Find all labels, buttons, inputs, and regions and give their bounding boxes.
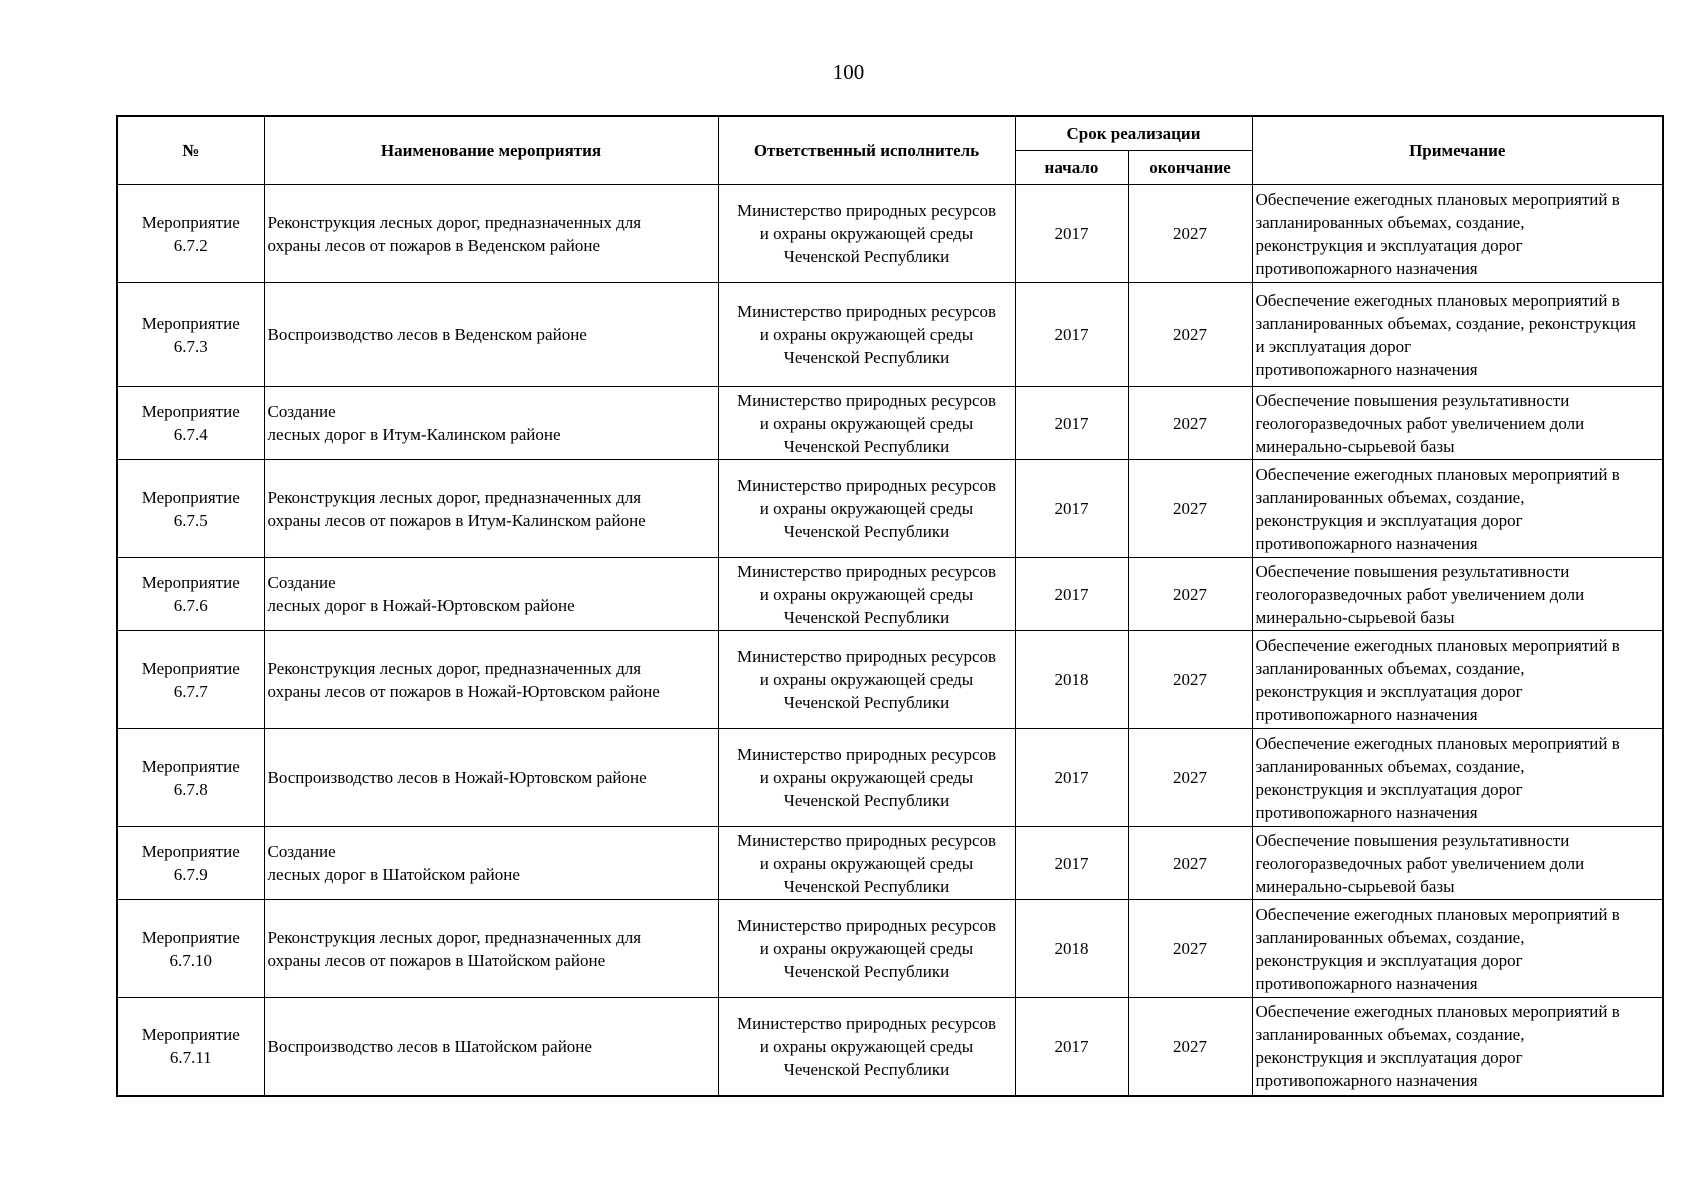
measure-name-line: охраны лесов от пожаров в Ножай-Юртовском районе (267, 681, 660, 701)
measure-note-line: реконструкция и эксплуатация дорог (1255, 681, 1523, 701)
measure-number-line: Мероприятие (141, 212, 240, 232)
responsible-executor-line: и охраны окружающей среды (759, 325, 974, 344)
responsible-executor (718, 729, 1015, 827)
measure-note-line: запланированных объемах, создание, (1255, 487, 1525, 507)
table-header (117, 116, 1663, 185)
measure-note-line: реконструкция и эксплуатация дорог (1255, 1048, 1523, 1068)
measure-note-line: и эксплуатация дорог (1255, 336, 1412, 356)
measure-number (117, 827, 264, 900)
measure-note (1252, 900, 1663, 998)
measure-number-line: 6.7.7 (173, 681, 208, 701)
measure-name (264, 729, 718, 827)
responsible-executor (718, 283, 1015, 387)
measure-number (117, 558, 264, 631)
measure-note-line: запланированных объемах, создание, (1255, 658, 1525, 678)
header-num: № (117, 116, 264, 185)
measure-note-line: Обеспечение повышения результативности (1255, 390, 1570, 410)
measure-note-line: Обеспечение ежегодных плановых мероприятий в (1255, 733, 1620, 753)
measure-number-line: 6.7.9 (173, 865, 208, 884)
responsible-executor-line: Чеченской Республики (783, 791, 950, 810)
header-end: окончание (1128, 151, 1252, 185)
header-row (117, 116, 1663, 151)
measure-name (264, 387, 718, 460)
responsible-executor-line: Чеченской Республики (783, 607, 950, 627)
measure-name (264, 631, 718, 729)
measure-number (117, 729, 264, 827)
responsible-executor-line: и охраны окружающей среды (759, 224, 974, 243)
measure-note (1252, 631, 1663, 729)
measure-name-line: Воспроизводство лесов в Ножай-Юртовском районе (267, 768, 647, 787)
measure-note (1252, 827, 1663, 900)
table-row (117, 185, 1663, 283)
measure-note-line: запланированных объемах, создание, (1255, 212, 1525, 232)
responsible-executor-line: Чеченской Республики (783, 348, 950, 367)
end-year: 2027 (1128, 460, 1252, 558)
measure-note-line: противопожарного назначения (1255, 973, 1478, 993)
end-year: 2027 (1128, 998, 1252, 1096)
start-year: 2017 (1015, 460, 1128, 558)
measure-note-line: запланированных объемах, создание, (1255, 1025, 1525, 1045)
responsible-executor-line: и охраны окружающей среды (759, 670, 974, 689)
measure-number (117, 631, 264, 729)
end-year: 2027 (1128, 729, 1252, 827)
measure-note-line: запланированных объемах, создание, (1255, 927, 1525, 947)
table-body (117, 185, 1663, 1096)
start-year: 2017 (1015, 827, 1128, 900)
start-year: 2017 (1015, 558, 1128, 631)
measure-number-line: 6.7.6 (173, 596, 208, 615)
table-row (117, 460, 1663, 558)
header-note: Примечание (1252, 116, 1663, 185)
responsible-executor (718, 387, 1015, 460)
responsible-executor-line: и охраны окружающей среды (759, 584, 974, 604)
responsible-executor (718, 460, 1015, 558)
responsible-executor (718, 631, 1015, 729)
measure-note-line: Обеспечение ежегодных плановых мероприятий в (1255, 1002, 1620, 1022)
start-year: 2018 (1015, 900, 1128, 998)
measure-number (117, 387, 264, 460)
measure-name-line: Воспроизводство лесов в Веденском районе (267, 325, 587, 344)
responsible-executor-line: и охраны окружающей среды (759, 939, 974, 958)
measure-note-line: Обеспечение ежегодных плановых мероприятий в (1255, 464, 1620, 484)
responsible-executor (718, 185, 1015, 283)
measure-note-line: Обеспечение ежегодных плановых мероприятий в (1255, 904, 1620, 924)
end-year: 2027 (1128, 631, 1252, 729)
measure-number-line: 6.7.8 (173, 779, 208, 799)
header-period: Срок реализации (1015, 116, 1252, 151)
measure-name-line: Реконструкция лесных дорог, предназначенных для (267, 212, 642, 232)
measure-number (117, 998, 264, 1096)
measure-number-line: Мероприятие (141, 842, 240, 861)
measure-note (1252, 460, 1663, 558)
table-row (117, 900, 1663, 998)
measure-note-line: реконструкция и эксплуатация дорог (1255, 950, 1523, 970)
measure-number-line: Мероприятие (141, 487, 240, 507)
measure-name-line: Реконструкция лесных дорог, предназначенных для (267, 487, 642, 507)
measure-note (1252, 998, 1663, 1096)
measure-note-line: геологоразведочных работ увеличением доли (1255, 853, 1585, 873)
measure-number-line: Мероприятие (141, 573, 240, 592)
header-start: начало (1015, 151, 1128, 185)
measure-note-line: Обеспечение ежегодных плановых мероприятий в (1255, 189, 1620, 209)
start-year: 2017 (1015, 998, 1128, 1096)
responsible-executor-line: Министерство природных ресурсов (736, 302, 997, 321)
measure-number (117, 283, 264, 387)
responsible-executor-line: и охраны окружающей среды (759, 853, 974, 873)
measure-number-line: Мероприятие (141, 313, 240, 333)
measure-note-line: Обеспечение ежегодных плановых мероприятий в (1255, 290, 1620, 310)
start-year: 2017 (1015, 387, 1128, 460)
measure-number-line: 6.7.4 (173, 425, 208, 444)
measure-note-line: геологоразведочных работ увеличением доли (1255, 584, 1585, 604)
measure-name-line: Создание (267, 573, 336, 592)
measure-name-line: Реконструкция лесных дорог, предназначенных для (267, 658, 642, 678)
measure-note-line: реконструкция и эксплуатация дорог (1255, 510, 1523, 530)
header-name: Наименование мероприятия (264, 116, 718, 185)
measure-number-line: Мероприятие (141, 1025, 240, 1045)
start-year: 2018 (1015, 631, 1128, 729)
end-year: 2027 (1128, 185, 1252, 283)
measure-note-line: Обеспечение повышения результативности (1255, 830, 1570, 850)
responsible-executor-line: Чеченской Республики (783, 693, 950, 712)
measure-name-line: охраны лесов от пожаров в Шатойском районе (267, 950, 606, 970)
responsible-executor-line: Чеченской Республики (783, 876, 950, 896)
measure-number (117, 900, 264, 998)
measure-number-line: 6.7.5 (173, 510, 208, 530)
measure-name-line: лесных дорог в Ножай-Юртовском районе (267, 596, 575, 615)
measure-note (1252, 558, 1663, 631)
start-year: 2017 (1015, 729, 1128, 827)
responsible-executor-line: Министерство природных ресурсов (736, 916, 997, 935)
measure-name (264, 998, 718, 1096)
measure-note-line: минерально-сырьевой базы (1255, 436, 1455, 456)
start-year: 2017 (1015, 283, 1128, 387)
responsible-executor-line: Чеченской Республики (783, 1059, 950, 1079)
measure-name (264, 185, 718, 283)
measure-number-line: 6.7.2 (173, 235, 208, 255)
measure-note (1252, 729, 1663, 827)
measure-name (264, 900, 718, 998)
table-row (117, 558, 1663, 631)
end-year: 2027 (1128, 827, 1252, 900)
measures-table (116, 115, 1664, 1097)
measure-name-line: лесных дорог в Шатойском районе (267, 865, 520, 884)
measure-number-line: Мероприятие (141, 402, 240, 421)
measure-number-line: Мероприятие (141, 756, 240, 776)
responsible-executor-line: Чеченской Республики (783, 962, 950, 981)
responsible-executor (718, 827, 1015, 900)
measure-name-line: Создание (267, 842, 336, 861)
end-year: 2027 (1128, 900, 1252, 998)
table-row (117, 827, 1663, 900)
measure-note-line: геологоразведочных работ увеличением доли (1255, 413, 1585, 433)
measure-note (1252, 387, 1663, 460)
measure-note-line: Обеспечение повышения результативности (1255, 561, 1570, 581)
measure-number-line: Мероприятие (141, 927, 240, 947)
measure-name-line: охраны лесов от пожаров в Итум-Калинском районе (267, 510, 646, 530)
start-year: 2017 (1015, 185, 1128, 283)
measure-name (264, 283, 718, 387)
measure-number-line: 6.7.10 (169, 950, 212, 970)
measure-number-line: Мероприятие (141, 658, 240, 678)
table-row (117, 283, 1663, 387)
measure-name-line: охраны лесов от пожаров в Веденском районе (267, 235, 601, 255)
responsible-executor-line: Министерство природных ресурсов (736, 745, 997, 764)
end-year: 2027 (1128, 387, 1252, 460)
responsible-executor (718, 558, 1015, 631)
measure-note-line: Обеспечение ежегодных плановых мероприятий в (1255, 635, 1620, 655)
measure-name-line: Реконструкция лесных дорог, предназначенных для (267, 927, 642, 947)
measure-note-line: запланированных объемах, создание, реконструкция (1255, 313, 1636, 333)
table-row (117, 631, 1663, 729)
measure-name (264, 827, 718, 900)
table-row (117, 729, 1663, 827)
responsible-executor (718, 900, 1015, 998)
measure-number-line: 6.7.11 (169, 1048, 212, 1068)
measure-note-line: противопожарного назначения (1255, 533, 1478, 553)
responsible-executor-line: Министерство природных ресурсов (736, 647, 997, 666)
measure-note-line: запланированных объемах, создание, (1255, 756, 1525, 776)
measure-note-line: противопожарного назначения (1255, 704, 1478, 724)
measure-note (1252, 283, 1663, 387)
measure-name-line: Воспроизводство лесов в Шатойском районе (267, 1036, 592, 1056)
table-row (117, 998, 1663, 1096)
measure-number-line: 6.7.3 (173, 336, 208, 356)
responsible-executor-line: Министерство природных ресурсов (736, 830, 997, 850)
measure-number (117, 460, 264, 558)
measure-note-line: противопожарного назначения (1255, 258, 1478, 278)
measure-name-line: лесных дорог в Итум-Калинском районе (267, 425, 561, 444)
measure-note-line: минерально-сырьевой базы (1255, 876, 1455, 896)
responsible-executor-line: Чеченской Республики (783, 522, 950, 541)
measure-name (264, 460, 718, 558)
page-number: 100 (832, 60, 865, 84)
responsible-executor-line: Министерство природных ресурсов (736, 390, 997, 410)
responsible-executor (718, 998, 1015, 1096)
measure-note-line: противопожарного назначения (1255, 359, 1478, 379)
header-executor: Ответственный исполнитель (718, 116, 1015, 185)
measure-note-line: реконструкция и эксплуатация дорог (1255, 235, 1523, 255)
responsible-executor-line: и охраны окружающей среды (759, 499, 974, 518)
measure-note (1252, 185, 1663, 283)
responsible-executor-line: Министерство природных ресурсов (736, 476, 997, 495)
measure-note-line: противопожарного назначения (1255, 1071, 1478, 1091)
responsible-executor-line: Чеченской Республики (783, 247, 950, 266)
measure-note-line: реконструкция и эксплуатация дорог (1255, 779, 1523, 799)
responsible-executor-line: Министерство природных ресурсов (736, 1013, 997, 1033)
table-row (117, 387, 1663, 460)
measure-number (117, 185, 264, 283)
measure-note-line: противопожарного назначения (1255, 802, 1478, 822)
end-year: 2027 (1128, 558, 1252, 631)
responsible-executor-line: Министерство природных ресурсов (736, 561, 997, 581)
measure-name (264, 558, 718, 631)
responsible-executor-line: и охраны окружающей среды (759, 1036, 974, 1056)
responsible-executor-line: и охраны окружающей среды (759, 768, 974, 787)
measure-note-line: минерально-сырьевой базы (1255, 607, 1455, 627)
responsible-executor-line: Чеченской Республики (783, 436, 950, 456)
responsible-executor-line: и охраны окружающей среды (759, 413, 974, 433)
responsible-executor-line: Министерство природных ресурсов (736, 201, 997, 220)
end-year: 2027 (1128, 283, 1252, 387)
measure-name-line: Создание (267, 402, 336, 421)
